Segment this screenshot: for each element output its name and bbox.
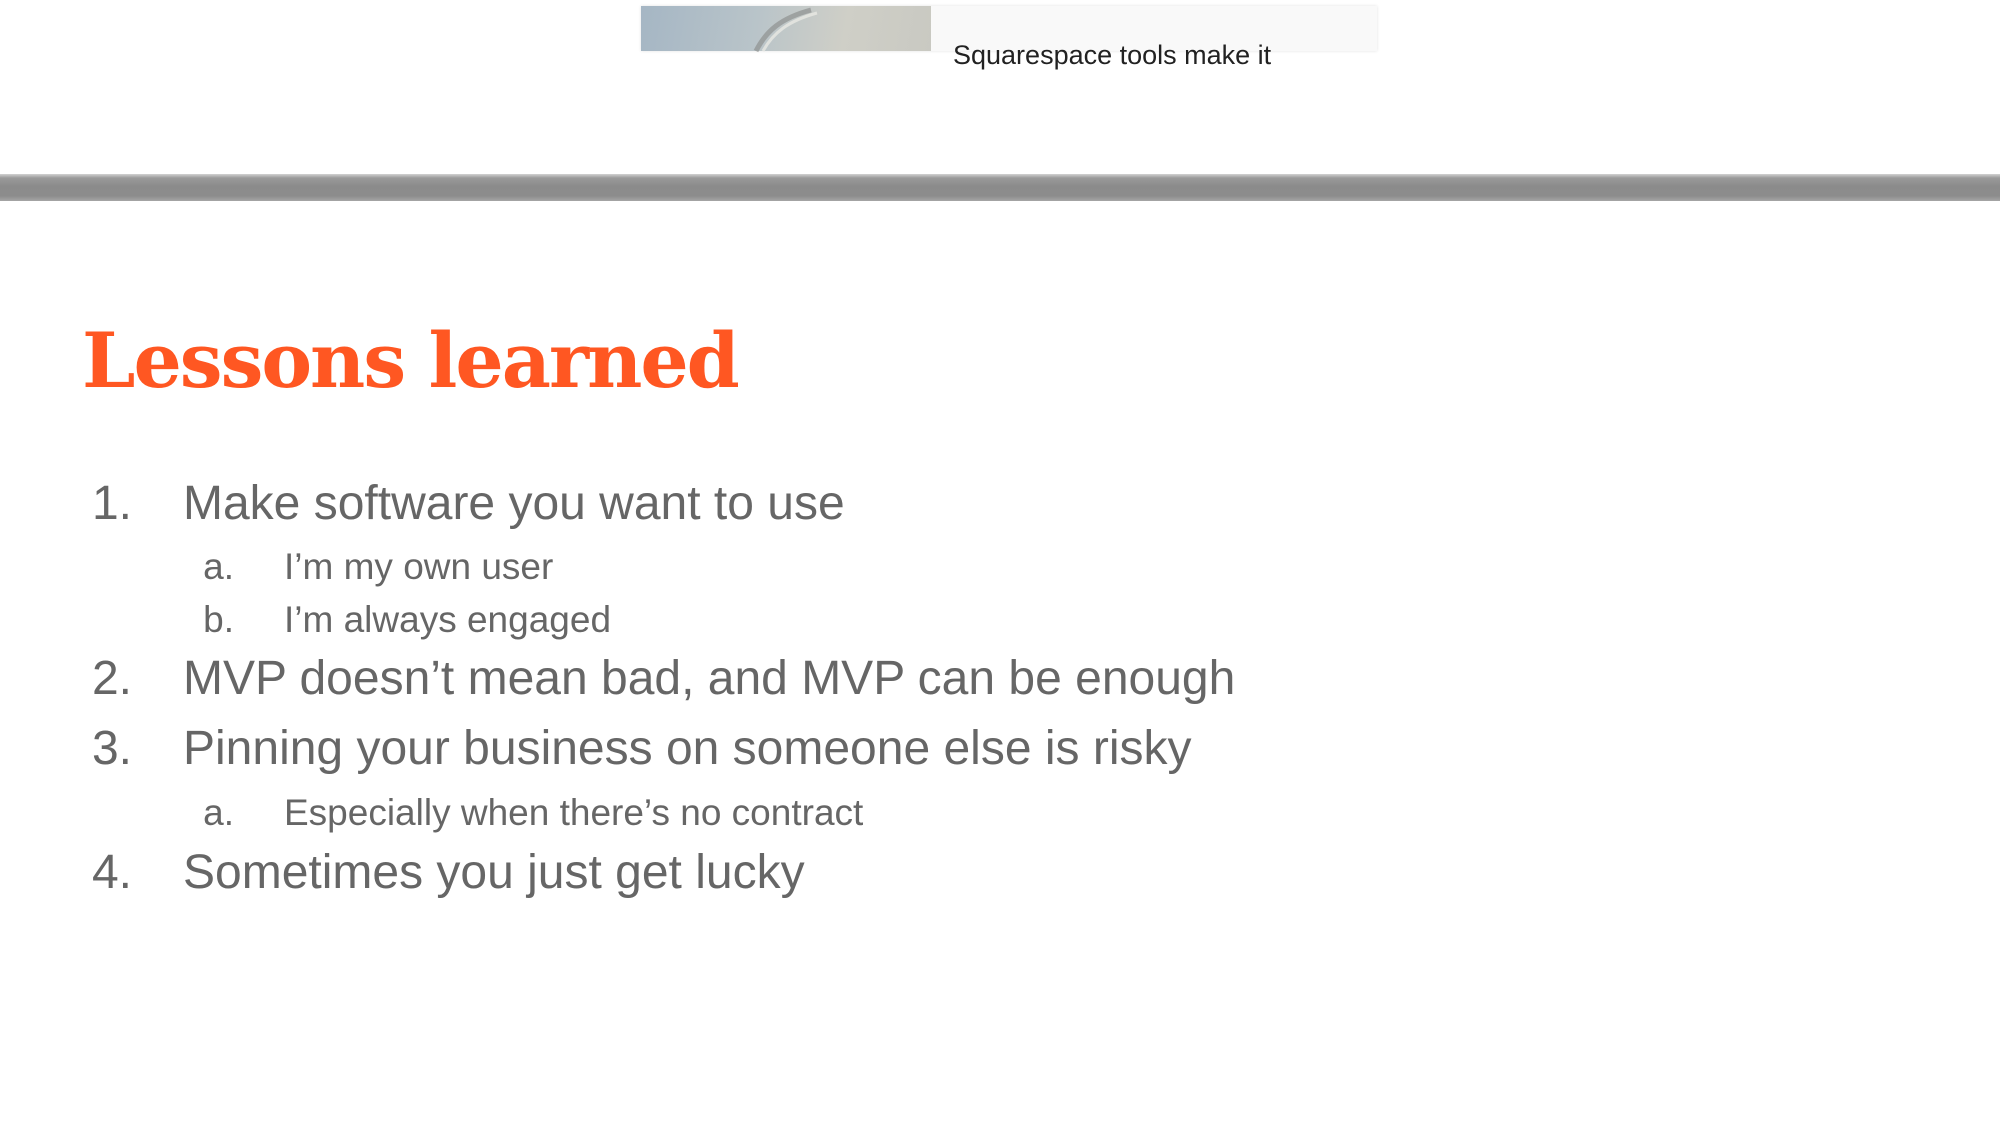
- list-subitem-text: I’m my own user: [284, 546, 554, 587]
- list-item-number: 2.: [91, 652, 132, 705]
- list-item-text: Make software you want to use: [183, 477, 845, 530]
- slide-lessons-learned: [0, 201, 2000, 1123]
- list-subitem-letter: b.: [203, 599, 234, 640]
- list-item-text: Pinning your business on someone else is risky: [183, 722, 1192, 775]
- list-item-number: 3.: [91, 722, 132, 775]
- slide-title: Lessons learned: [82, 316, 738, 405]
- previous-slide-remnant: [0, 0, 2000, 174]
- thumbnail-art-icon: [641, 6, 931, 51]
- list-item-text: MVP doesn’t mean bad, and MVP can be enough: [183, 652, 1236, 705]
- list-item-number: 4.: [91, 846, 132, 899]
- card-thumbnail-image: [641, 6, 931, 51]
- list-item-text: Sometimes you just get lucky: [183, 846, 805, 899]
- list-subitem-text: Especially when there’s no contract: [284, 792, 864, 833]
- previous-slide-card: [641, 6, 1377, 70]
- list-subitem-letter: a.: [203, 792, 234, 833]
- slide-divider: [0, 174, 2000, 201]
- list-subitem-letter: a.: [203, 546, 234, 587]
- list-subitem-text: I’m always engaged: [284, 599, 612, 640]
- lessons-list: [0, 201, 2000, 1123]
- card-caption-text: Squarespace tools make it: [953, 40, 1272, 70]
- list-item-number: 1.: [91, 477, 132, 530]
